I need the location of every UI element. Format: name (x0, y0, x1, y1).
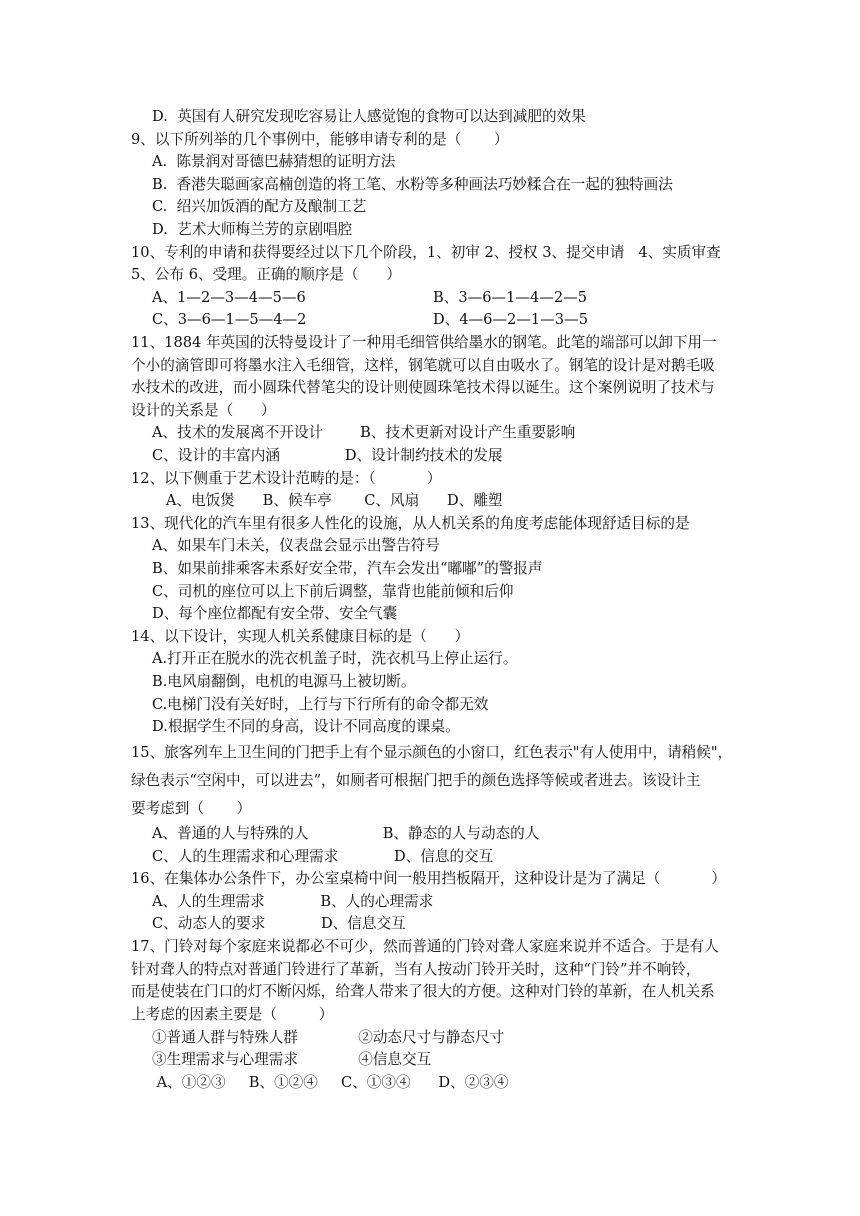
q15-stem-line3: 要考虑到（ ） (131, 800, 252, 817)
q17-stem-line3: 而是使装在门口的灯不断闪烁，给聋人带来了很大的方便。这种对门铃的革新，在人机关系 (131, 983, 715, 1000)
q13-option-a: A、如果车门未关，仪表盘会显示出警告符号 (152, 537, 440, 554)
q8-option-d: D. 英国有人研究发现吃容易让人感觉饱的食物可以达到减肥的效果 (152, 108, 586, 125)
q9-option-a: A. 陈景润对哥德巴赫猜想的证明方法 (152, 153, 396, 170)
q10-option-d: D、4—6—2—1—3—5 (433, 311, 588, 328)
q9-option-c: C. 绍兴加饭酒的配方及酿制工艺 (152, 198, 367, 215)
q15-stem-line2: 绿色表示“空闲中，可以进去”，如厕者可根据门把手的颜色选择等候或者进去。该设计主 (131, 772, 701, 789)
q13-stem: 13、现代化的汽车里有很多人性化的设施，从人机关系的角度考虑能体现舒适目标的是 (131, 515, 690, 532)
q10-option-c: C、3—6—1—5—4—2 (152, 311, 307, 328)
q16-options-cd: C、动态人的要求 D、信息交互 (152, 915, 406, 932)
q17-stem-line1: 17、门铃对每个家庭来说都必不可少，然而普通的门铃对聋人家庭来说并不适合。于是有人 (131, 938, 719, 955)
q13-option-d: D、每个座位都配有安全带、安全气囊 (152, 605, 398, 622)
q11-options-cd: C、设计的丰富内涵 D、设计制约技术的发展 (152, 447, 503, 464)
q12-options: A、电饭煲 B、候车亭 C、风扇 D、雕塑 (152, 492, 503, 509)
q16-options-ab: A、人的生理需求 B、人的心理需求 (152, 893, 434, 910)
q9-option-b: B. 香港失聪画家高楠创造的将工笔、水粉等多种画法巧妙糅合在一起的独特画法 (152, 176, 673, 193)
q14-option-a: A.打开正在脱水的洗衣机盖子时，洗衣机马上停止运行。 (152, 650, 518, 667)
q17-stem-line2: 针对聋人的特点对普通门铃进行了革新，当有人按动门铃开关时，这种“门铃”并不响铃， (131, 961, 701, 978)
q10-stem-line2: 5、公布 6、受理。正确的顺序是（ ） (131, 266, 401, 283)
q9-option-d: D. 艺术大师梅兰芳的京剧唱腔 (152, 221, 353, 238)
q17-factors-34: ③生理需求与心理需求 ④信息交互 (152, 1051, 432, 1068)
q11-stem-line2: 个小的滴管即可将墨水注入毛细管，这样，钢笔就可以自由吸水了。钢笔的设计是对鹅毛吸 (131, 357, 715, 374)
q17-factors-12: ①普通人群与特殊人群 ②动态尺寸与静态尺寸 (152, 1029, 505, 1046)
q15-options-cd: C、人的生理需求和心理需求 D、信息的交互 (152, 848, 494, 865)
q12-stem: 12、以下侧重于艺术设计范畴的是：（ ） (131, 470, 442, 487)
q14-option-b: B.电风扇翻倒，电机的电源马上被切断。 (152, 673, 416, 690)
q13-option-b: B、如果前排乘客未系好安全带，汽车会发出“嘟嘟”的警报声 (152, 560, 543, 577)
q10-option-a: A、1—2—3—4—5—6 (152, 289, 306, 306)
q9-stem: 9、以下所列举的几个事例中，能够申请专利的是（ ） (131, 131, 509, 148)
q14-option-c: C.电梯门没有关好时，上行与下行所有的命令都无效 (152, 696, 489, 713)
q14-option-d: D.根据学生不同的身高，设计不同高度的课桌。 (152, 718, 460, 735)
q11-stem-line1: 11、1884 年英国的沃特曼设计了一种用毛细管供给墨水的钢笔。此笔的端部可以卸下用一 (131, 334, 717, 351)
q11-stem-line3: 水技术的改进，而小圆珠代替笔尖的设计则使圆珠笔技术得以诞生。这个案例说明了技术与 (131, 379, 715, 396)
q17-options: A、①②③ B、①②④ C、①③④ D、②③④ (152, 1074, 509, 1091)
q16-stem: 16、在集体办公条件下，办公室桌椅中间一般用挡板隔开，这种设计是为了满足（ ） (131, 870, 726, 887)
q13-option-c: C、司机的座位可以上下前后调整，靠背也能前倾和后仰 (152, 583, 514, 600)
q17-stem-line4: 上考虑的因素主要是（ ） (131, 1006, 334, 1023)
q11-options-ab: A、技术的发展离不开设计 B、技术更新对设计产生重要影响 (152, 424, 576, 441)
q15-stem-line1: 15、旅客列车上卫生间的门把手上有个显示颜色的小窗口，红色表示"有人使用中，请稍候"， (131, 744, 733, 761)
q11-stem-line4: 设计的关系是（ ） (131, 402, 276, 419)
q15-options-ab: A、普通的人与特殊的人 B、静态的人与动态的人 (152, 825, 540, 842)
q10-stem-line1: 10、专利的申请和获得要经过以下几个阶段，1、初审 2、授权 3、提交申请 4、实质审查 (131, 244, 721, 261)
q10-option-b: B、3—6—1—4—2—5 (433, 289, 587, 306)
q14-stem: 14、以下设计，实现人机关系健康目标的是（ ） (131, 628, 470, 645)
